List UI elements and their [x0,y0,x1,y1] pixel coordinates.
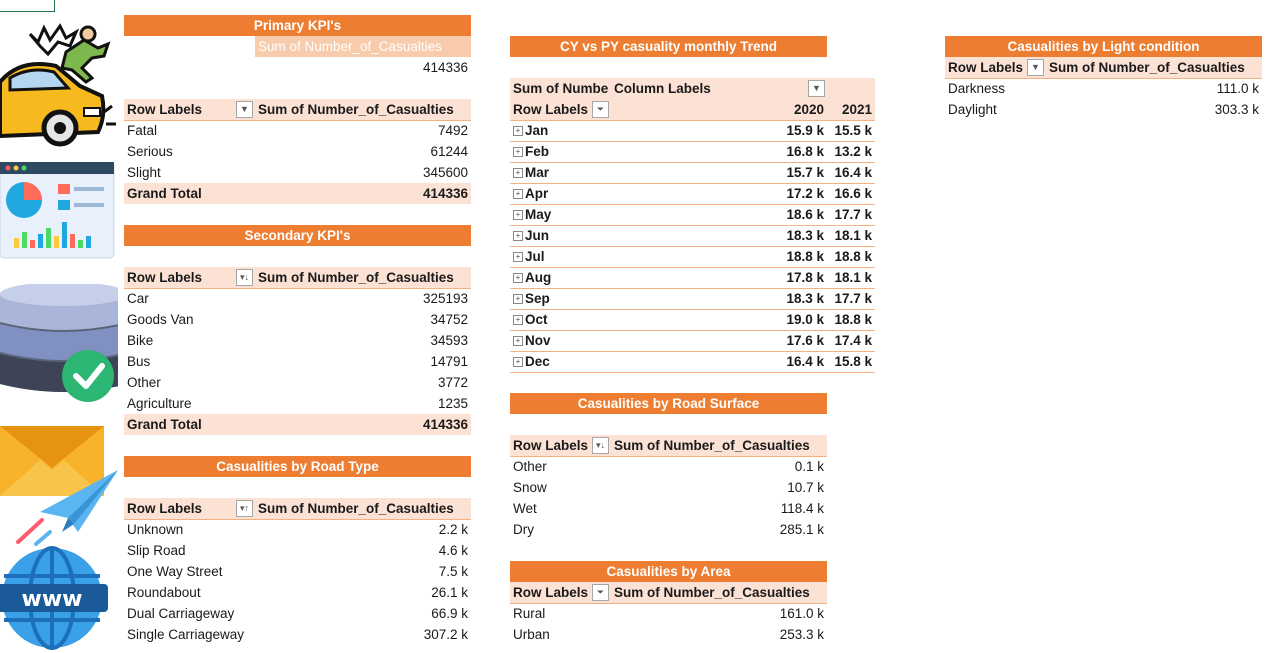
road-type-column-header: Sum of Number_of_Casualties [255,498,471,519]
month-row-label[interactable] [510,288,611,309]
light-column-header: Sum of Number_of_Casualties [1046,57,1262,78]
row-label: Bike [127,333,154,348]
expand-icon[interactable]: + [513,294,523,304]
trend-year-2020: 2020 [611,99,827,120]
grand-total-label: Grand Total [124,183,255,204]
light-title: Casualities by Light condition [945,36,1262,57]
value-2020: 18.3 k [786,228,824,243]
database-check-icon [0,284,118,404]
row-labels-text: Row Labels [127,270,203,285]
row-label: Wet [513,501,537,516]
month-name: Apr [525,186,549,201]
primary-kpi-title: Primary KPI's [124,15,471,36]
row-value: 7492 [437,123,468,138]
row-value: 4.6 k [438,543,468,558]
trend-header-fill [827,78,875,99]
row-labels-text: Row Labels [513,585,589,600]
grand-total-value: 414336 [255,183,471,204]
light-filter-dropdown[interactable]: ▼ [1027,59,1044,76]
row-value: 1235 [437,396,468,411]
road-surface-column-header: Sum of Number_of_Casualties [611,435,827,456]
primary-total-value: 414336 [422,60,468,75]
month-row-label[interactable] [510,204,611,225]
value-2020: 16.4 k [786,354,824,369]
value-2021: 18.1 k [834,270,872,285]
svg-text:www: www [21,587,83,612]
value-2020: 16.8 k [786,144,824,159]
expand-icon[interactable]: + [513,210,523,220]
row-label: Serious [127,144,173,159]
row-value: 3772 [437,375,468,390]
row-value: 253.3 k [779,627,824,642]
row-value: 7.5 k [438,564,468,579]
month-row-label[interactable] [510,309,611,330]
value-2021: 18.1 k [834,228,872,243]
row-value: 34752 [430,312,468,327]
month-row-label[interactable] [510,246,611,267]
value-2021: 17.7 k [834,291,872,306]
row-labels-text: Row Labels [513,438,589,453]
row-label: Roundabout [127,585,201,600]
value-2020: 18.3 k [786,291,824,306]
value-2020: 19.0 k [786,312,824,327]
value-2021: 17.4 k [834,333,872,348]
month-name: Aug [525,270,552,285]
row-label: Goods Van [127,312,194,327]
row-labels-text: Row Labels [948,60,1024,75]
row-value: 307.2 k [423,627,468,642]
row-label: Car [127,291,149,306]
secondary-sort-dropdown[interactable]: ▾↓ [236,269,253,286]
month-name: Dec [525,354,550,369]
grand-total-label: Grand Total [124,414,255,435]
row-value: 345600 [422,165,468,180]
expand-icon[interactable]: + [513,189,523,199]
month-name: Nov [525,333,551,348]
road-type-title: Casualities by Road Type [124,456,471,477]
row-label: Fatal [127,123,158,138]
month-row-label[interactable] [510,183,611,204]
dashboard-icon [0,162,116,260]
trend-column-labels: Column Labels [611,78,827,99]
row-label: Urban [513,627,550,642]
value-2020: 17.6 k [786,333,824,348]
row-value: 0.1 k [794,459,824,474]
secondary-column-header: Sum of Number_of_Casualties [255,267,471,288]
row-value: 161.0 k [779,606,824,621]
value-2020: 15.9 k [786,123,824,138]
road-type-sort-dropdown[interactable]: ▾↑ [236,500,253,517]
row-value: 34593 [430,333,468,348]
expand-icon[interactable]: + [513,357,523,367]
expand-icon[interactable]: + [513,168,523,178]
month-row-label[interactable] [510,162,611,183]
row-label: Single Carriageway [127,627,245,642]
row-value: 303.3 k [1214,102,1259,117]
email-send-icon [0,420,120,550]
grand-total-value: 414336 [255,414,471,435]
divider [510,372,875,373]
row-label: Dry [513,522,534,537]
row-value: 66.9 k [431,606,468,621]
cell-selection-border [0,0,55,12]
row-value: 61244 [430,144,468,159]
row-label: Unknown [127,522,184,537]
left-icon-strip [0,0,120,653]
primary-filter-dropdown[interactable]: ▼ [236,101,253,118]
month-row-label[interactable] [510,267,611,288]
primary-sum-header: Sum of Number_of_Casualties [255,36,471,57]
row-label: Daylight [948,102,997,117]
row-value: 10.7 k [787,480,824,495]
trend-sum-header: Sum of Numbe [510,78,611,99]
month-name: May [525,207,552,222]
area-title: Casualities by Area [510,561,827,582]
value-2021: 16.4 k [834,165,872,180]
trend-year-2021: 2021 [827,99,875,120]
month-name: Feb [525,144,550,159]
row-label: Bus [127,354,151,369]
value-2020: 18.6 k [786,207,824,222]
month-name: Jul [525,249,545,264]
row-labels-text: Row Labels [127,501,203,516]
expand-icon[interactable]: + [513,315,523,325]
row-label: Snow [513,480,547,495]
row-label: Rural [513,606,546,621]
expand-icon[interactable]: + [513,273,523,283]
secondary-kpi-title: Secondary KPI's [124,225,471,246]
row-label: Agriculture [127,396,192,411]
row-label: One Way Street [127,564,223,579]
value-2021: 16.6 k [834,186,872,201]
expand-icon[interactable]: + [513,147,523,157]
www-globe-icon [0,546,110,650]
value-2020: 18.8 k [786,249,824,264]
primary-column-header: Sum of Number_of_Casualties [255,99,471,120]
row-value: 14791 [430,354,468,369]
value-2021: 17.7 k [834,207,872,222]
month-row-label[interactable] [510,141,611,162]
value-2021: 18.8 k [834,312,872,327]
month-name: Oct [525,312,548,327]
row-value: 2.2 k [438,522,468,537]
month-name: Jan [525,123,549,138]
road-surface-title: Casualities by Road Surface [510,393,827,414]
car-accident-icon [0,12,120,154]
month-row-label[interactable] [510,330,611,351]
area-column-header: Sum of Number_of_Casualties [611,582,827,603]
month-name: Jun [525,228,550,243]
expand-icon[interactable]: + [513,231,523,241]
expand-icon[interactable]: + [513,252,523,262]
value-2021: 15.5 k [834,123,872,138]
value-2020: 15.7 k [786,165,824,180]
row-labels-text: Row Labels [513,102,589,117]
row-label: Dual Carriageway [127,606,235,621]
value-2020: 17.2 k [786,186,824,201]
month-row-label[interactable] [510,225,611,246]
row-label: Other [127,375,161,390]
expand-icon[interactable]: + [513,336,523,346]
expand-icon[interactable]: + [513,126,523,136]
row-label: Darkness [948,81,1006,96]
value-2020: 17.8 k [786,270,824,285]
row-value: 285.1 k [779,522,824,537]
area-filter-icon[interactable]: ⏷ [592,584,609,601]
road-surface-sort-dropdown[interactable]: ▾↓ [592,437,609,454]
row-value: 325193 [422,291,468,306]
trend-title: CY vs PY casuality monthly Trend [510,36,827,57]
row-label: Other [513,459,547,474]
row-label: Slight [127,165,161,180]
value-2021: 13.2 k [834,144,872,159]
value-2021: 15.8 k [834,354,872,369]
month-name: Mar [525,165,550,180]
row-value: 118.4 k [780,501,824,516]
row-value: 111.0 k [1216,81,1259,96]
row-label: Slip Road [127,543,186,558]
value-2021: 18.8 k [834,249,872,264]
month-row-label[interactable] [510,120,611,141]
row-labels-text: Row Labels [127,102,203,117]
month-row-label[interactable] [510,351,611,372]
row-value: 26.1 k [431,585,468,600]
month-name: Sep [525,291,550,306]
trend-column-filter-dropdown[interactable]: ▼ [808,80,825,97]
trend-row-filter-icon[interactable]: ⏷ [592,101,609,118]
